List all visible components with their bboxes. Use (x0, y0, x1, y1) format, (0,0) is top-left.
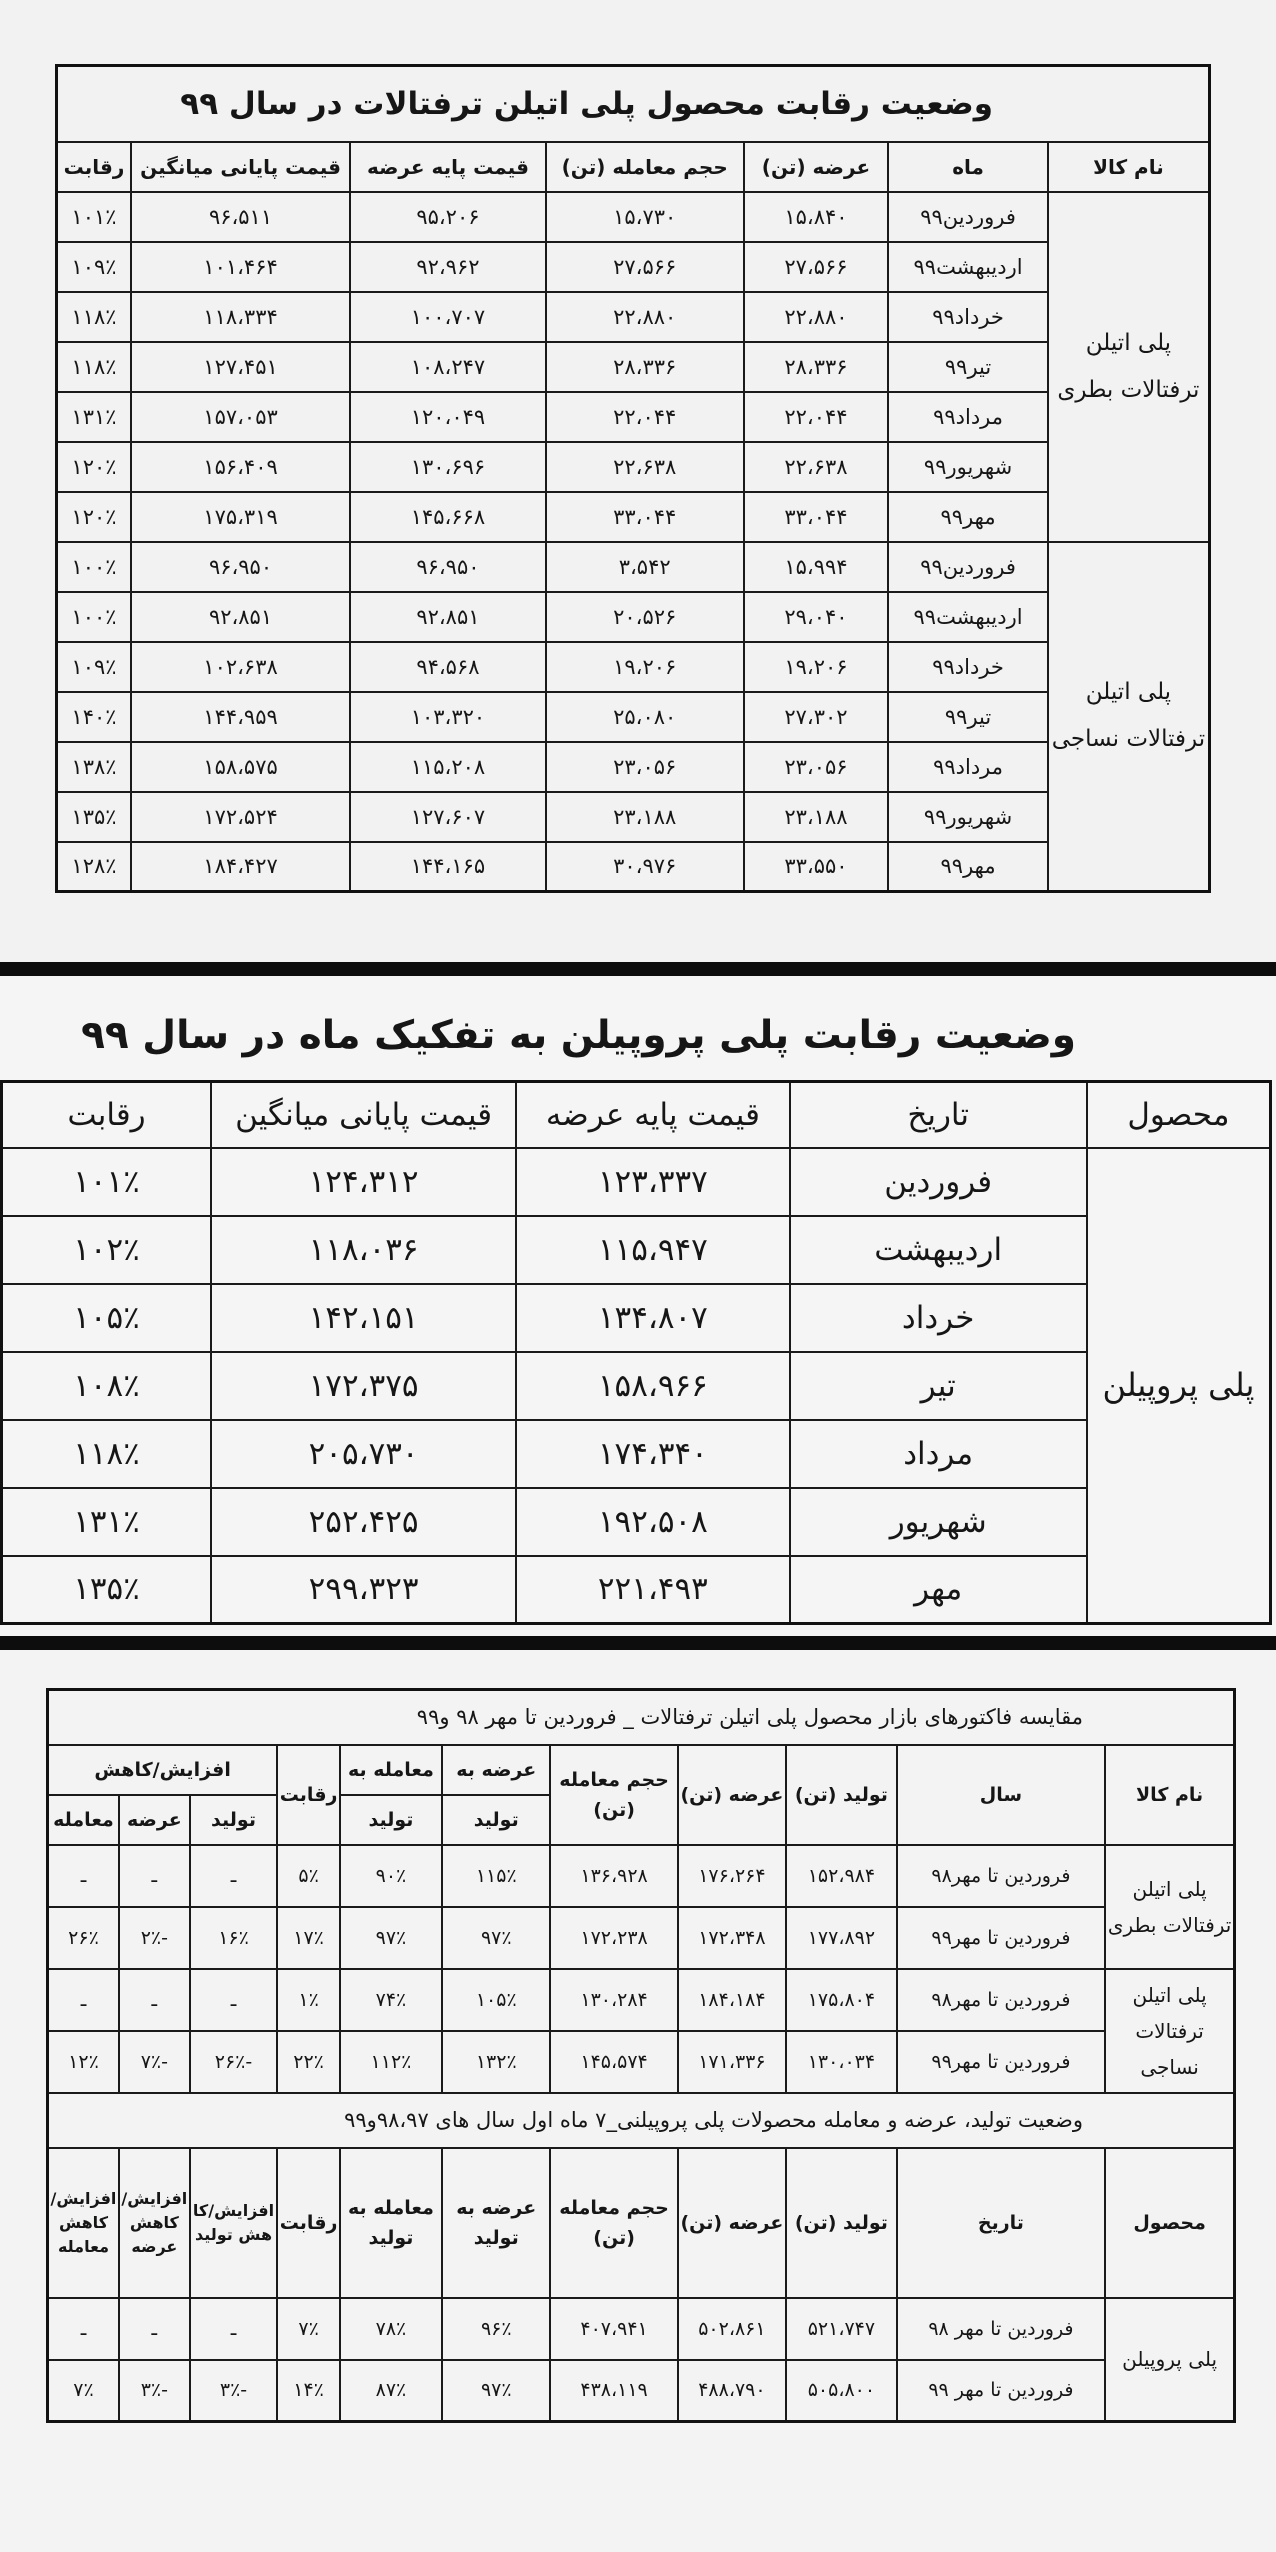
table-cell: ۲۵،۰۸۰ (546, 692, 744, 742)
table-row (57, 292, 1210, 342)
table-cell: ۱۲۰٪ (57, 442, 131, 492)
market-factors-table (46, 1688, 1236, 2423)
table-cell: ـ (190, 1969, 278, 2031)
column-header: محصول (1087, 1082, 1271, 1148)
column-header: معامله به (340, 1745, 442, 1795)
column-header: افزایش/کا هش تولید (190, 2148, 278, 2298)
table-cell: ۷۸٪ (340, 2298, 442, 2360)
table-cell: ۱۵۶،۴۰۹ (131, 442, 350, 492)
table-row (48, 2360, 1235, 2422)
table-cell: ۷٪ (277, 2298, 340, 2360)
table-row (2, 1352, 1271, 1420)
column-header: عرضه (تن) (678, 2148, 786, 2298)
column-header: ماه (888, 142, 1048, 192)
column-header: عرضه به (442, 1745, 550, 1795)
table-cell: ۱۵،۹۹۴ (744, 542, 889, 592)
table-row (57, 492, 1210, 542)
table-cell: فروردین۹۹ (888, 192, 1048, 242)
table-cell: ۱۰۱٪ (57, 192, 131, 242)
product-name-cell: پلی پروپیلن (1087, 1148, 1271, 1624)
table-cell: ۱۲۷،۴۵۱ (131, 342, 350, 392)
table-cell: ۱۰۹٪ (57, 242, 131, 292)
product-name-cell: پلی اتیلن ترفتالات بطری (1048, 192, 1210, 542)
table-cell: ۱۷۴،۳۴۰ (516, 1420, 789, 1488)
table-cell: ۱۰۵٪ (442, 1969, 550, 2031)
table-cell: ۱۴۵،۶۶۸ (350, 492, 546, 542)
table-cell: تیر (790, 1352, 1087, 1420)
table-row (57, 242, 1210, 292)
table-cell: ۹۲،۹۶۲ (350, 242, 546, 292)
table-cell: ۱۰۲٪ (2, 1216, 212, 1284)
column-header: قیمت پایانی میانگین (131, 142, 350, 192)
table-row (2, 1284, 1271, 1352)
table-cell: ۱۷۶،۲۶۴ (678, 1845, 786, 1907)
pet-competition-table (55, 64, 1211, 893)
column-header: معامله به تولید (340, 2148, 442, 2298)
table-cell: ۱۷۵،۳۱۹ (131, 492, 350, 542)
pp-competition-sheet (0, 976, 1276, 1636)
table-cell: ۱۰۱،۴۶۴ (131, 242, 350, 292)
table-cell: مرداد۹۹ (888, 742, 1048, 792)
table-cell: ۴۳۸،۱۱۹ (550, 2360, 677, 2422)
table-cell: ۱۲۸٪ (57, 842, 131, 892)
table-cell: ـ (48, 2298, 119, 2360)
column-header: تولید (190, 1795, 278, 1845)
table-row (48, 1907, 1235, 1969)
table-cell: ۴۸۸،۷۹۰ (678, 2360, 786, 2422)
table-cell: ۱۷۱،۳۳۶ (678, 2031, 786, 2093)
table-row (57, 642, 1210, 692)
table-cell: ۱۰۸٪ (2, 1352, 212, 1420)
table-row (57, 792, 1210, 842)
table-cell: ۳۰،۹۷۶ (546, 842, 744, 892)
table-cell: -۲٪ (119, 1907, 190, 1969)
column-header: حجم معامله (تن) (546, 142, 744, 192)
table-cell: ۹۷٪ (442, 1907, 550, 1969)
table-row (57, 192, 1210, 242)
table-cell: ۵۰۵،۸۰۰ (786, 2360, 897, 2422)
table-cell: خرداد (790, 1284, 1087, 1352)
table-cell: ۱۷۵،۸۰۴ (786, 1969, 897, 2031)
table-cell: ۲۰،۵۲۶ (546, 592, 744, 642)
table-cell: ۱۱۲٪ (340, 2031, 442, 2093)
table-title: وضعیت رقابت پلی پروپیلن به تفکیک ماه در سال ۹۹ (81, 1013, 1076, 1058)
table-cell: ۱۰۱٪ (2, 1148, 212, 1216)
table-caption: وضعیت تولید، عرضه و معامله محصولات پلی پروپیلنی_۷ ماه اول سال های ۹۸،۹۷و۹۹ (48, 2093, 1235, 2148)
table-cell: ۲۲،۰۴۴ (546, 392, 744, 442)
table-cell: ۱۰۰٪ (57, 542, 131, 592)
table-cell: ۹۲،۸۵۱ (131, 592, 350, 642)
table-cell: ۴۰۷،۹۴۱ (550, 2298, 677, 2360)
table-cell: ۲۲،۰۴۴ (744, 392, 889, 442)
table-cell: ۱۹،۲۰۶ (546, 642, 744, 692)
table-header-row (48, 1745, 1235, 1795)
table-cell: ۲۲٪ (277, 2031, 340, 2093)
table-cell: ۱۸۴،۴۲۷ (131, 842, 350, 892)
table-cell: ـ (190, 2298, 278, 2360)
table-cell: ۲۸،۳۳۶ (546, 342, 744, 392)
table-cell: ۱۲۳،۳۳۷ (516, 1148, 789, 1216)
table-cell: ۹۷٪ (340, 1907, 442, 1969)
table-cell: ۵٪ (277, 1845, 340, 1907)
table-cell: ۱۵،۸۴۰ (744, 192, 889, 242)
table-cell: ۲۳،۰۵۶ (546, 742, 744, 792)
table-cell: مرداد۹۹ (888, 392, 1048, 442)
table-header-row (48, 2148, 1235, 2298)
table-caption-row (48, 2093, 1235, 2148)
table-cell: ۳۳،۵۵۰ (744, 842, 889, 892)
table-cell: ۲۹،۰۴۰ (744, 592, 889, 642)
table-cell: ۱۵۸،۹۶۶ (516, 1352, 789, 1420)
table-cell: ۱۱۸،۰۳۶ (211, 1216, 516, 1284)
table-cell: شهریور (790, 1488, 1087, 1556)
table-cell: ۲۳،۱۸۸ (744, 792, 889, 842)
table-cell: خرداد۹۹ (888, 292, 1048, 342)
table-cell: ۲۷،۵۶۶ (546, 242, 744, 292)
table-cell: ۲۵۲،۴۲۵ (211, 1488, 516, 1556)
table-cell: ۲۶٪ (48, 1907, 119, 1969)
column-header: رقابت (2, 1082, 212, 1148)
table-cell: اردیبهشت۹۹ (888, 242, 1048, 292)
table-row (2, 1148, 1271, 1216)
table-row (57, 842, 1210, 892)
column-header: عرضه (تن) (678, 1745, 786, 1845)
table-row (57, 442, 1210, 492)
table-cell: ۱۷۲،۳۷۵ (211, 1352, 516, 1420)
table-row (2, 1216, 1271, 1284)
table-cell: ۱۴۴،۹۵۹ (131, 692, 350, 742)
table-cell: ۱۴۰٪ (57, 692, 131, 742)
table-cell: ۱۴۲،۱۵۱ (211, 1284, 516, 1352)
table-cell: اردیبهشت (790, 1216, 1087, 1284)
table-cell: ۱٪ (277, 1969, 340, 2031)
table-cell: ۱۷۲،۲۳۸ (550, 1907, 677, 1969)
column-header: تولید (340, 1795, 442, 1845)
column-header: تولید (تن) (786, 1745, 897, 1845)
column-header: حجم معامله (تن) (550, 2148, 677, 2298)
table-cell: ۱۱۵،۹۴۷ (516, 1216, 789, 1284)
table-cell: ۹۶،۹۵۰ (131, 542, 350, 592)
table-cell: ۱۴۵،۵۷۴ (550, 2031, 677, 2093)
table-cell: ۱۰۳،۳۲۰ (350, 692, 546, 742)
table-cell: ۱۸۴،۱۸۴ (678, 1969, 786, 2031)
table-row (2, 1420, 1271, 1488)
table-cell: ۳۳،۰۴۴ (744, 492, 889, 542)
table-cell: ۹۰٪ (340, 1845, 442, 1907)
table-row (57, 742, 1210, 792)
column-header: قیمت پایه عرضه (350, 142, 546, 192)
table-cell: مهر۹۹ (888, 492, 1048, 542)
table-cell: ۱۰۵٪ (2, 1284, 212, 1352)
table-cell: ۱۳۴،۸۰۷ (516, 1284, 789, 1352)
table-cell: ۱۲٪ (48, 2031, 119, 2093)
table-cell: ۱۱۸٪ (2, 1420, 212, 1488)
table-cell: ۷٪ (48, 2360, 119, 2422)
table-row (57, 342, 1210, 392)
column-header: عرضه (119, 1795, 190, 1845)
table-cell: ۳۳،۰۴۴ (546, 492, 744, 542)
table-cell: ۱۵۷،۰۵۳ (131, 392, 350, 442)
table-cell: ۱۱۵،۲۰۸ (350, 742, 546, 792)
table-cell: ۱۵،۷۳۰ (546, 192, 744, 242)
table-cell: -۳٪ (119, 2360, 190, 2422)
column-header: رقابت (57, 142, 131, 192)
table-caption-row (48, 1690, 1235, 1745)
table-cell: ۵۰۲،۸۶۱ (678, 2298, 786, 2360)
product-name-cell: پلی پروپیلن (1105, 2298, 1234, 2422)
table-cell: ۱۳۵٪ (2, 1556, 212, 1624)
table-cell: ۱۳۱٪ (57, 392, 131, 442)
table-cell: -۷٪ (119, 2031, 190, 2093)
table-cell: ۱۱۵٪ (442, 1845, 550, 1907)
column-header: عرضه (تن) (744, 142, 889, 192)
table-cell: ۱۰۹٪ (57, 642, 131, 692)
product-name-cell: پلی اتیلن ترفتالات بطری (1105, 1845, 1234, 1969)
column-header: رقابت (277, 2148, 340, 2298)
table-cell: ۹۶،۵۱۱ (131, 192, 350, 242)
table-cell: فروردین تا مهر۹۹ (897, 2031, 1106, 2093)
table-cell: ـ (190, 1845, 278, 1907)
table-cell: ۹۶،۹۵۰ (350, 542, 546, 592)
table-cell: تیر۹۹ (888, 342, 1048, 392)
table-cell: فروردین۹۹ (888, 542, 1048, 592)
product-name-cell: پلی اتیلن ترفتالات نساجی (1105, 1969, 1234, 2093)
table-cell: مهر۹۹ (888, 842, 1048, 892)
column-header: افزایش/کاهش (48, 1745, 278, 1795)
table-header-row (2, 1082, 1271, 1148)
table-cell: فروردین تا مهر۹۸ (897, 1969, 1106, 2031)
table-cell: ۵۲۱،۷۴۷ (786, 2298, 897, 2360)
table-cell: ۲۰۵،۷۳۰ (211, 1420, 516, 1488)
table-cell: ۱۳۶،۹۲۸ (550, 1845, 677, 1907)
table-cell: ۳،۵۴۲ (546, 542, 744, 592)
column-header: افزایش/ کاهش معامله (48, 2148, 119, 2298)
table-cell: ۱۲۰٪ (57, 492, 131, 542)
market-factors-sheet (0, 1650, 1276, 2552)
table-cell: ۱۳۰،۰۳۴ (786, 2031, 897, 2093)
table-cell: ۲۷،۳۰۲ (744, 692, 889, 742)
table-row (48, 2031, 1235, 2093)
table-row (48, 1969, 1235, 2031)
pet-competition-sheet (0, 0, 1276, 962)
table-cell: ۹۴،۵۶۸ (350, 642, 546, 692)
table-row (57, 592, 1210, 642)
table-cell: ۱۲۷،۶۰۷ (350, 792, 546, 842)
table-cell: ۱۷٪ (277, 1907, 340, 1969)
column-header: تاریخ (790, 1082, 1087, 1148)
table-cell: ۱۳۰،۲۸۴ (550, 1969, 677, 2031)
table-cell: ۲۳،۱۸۸ (546, 792, 744, 842)
table-cell: ۱۰۰،۷۰۷ (350, 292, 546, 342)
table-cell: ۱۳۰،۶۹۶ (350, 442, 546, 492)
table-cell: ۱۹،۲۰۶ (744, 642, 889, 692)
table-cell: ۱۳۸٪ (57, 742, 131, 792)
column-header: محصول (1105, 2148, 1234, 2298)
table-cell: ۲۲،۶۳۸ (546, 442, 744, 492)
table-row (57, 692, 1210, 742)
column-header: افزایش/ کاهش عرضه (119, 2148, 190, 2298)
table-cell: خرداد۹۹ (888, 642, 1048, 692)
table-cell: شهریور۹۹ (888, 792, 1048, 842)
column-header: نام کالا (1048, 142, 1210, 192)
column-header: رقابت (277, 1745, 340, 1845)
table-caption: مقایسه فاکتورهای بازار محصول پلی اتیلن ترفتالات _ فروردین تا مهر ۹۸ و۹۹ (48, 1690, 1235, 1745)
column-header: تاریخ (897, 2148, 1106, 2298)
table-cell: -۳٪ (190, 2360, 278, 2422)
table-cell: ۹۷٪ (442, 2360, 550, 2422)
column-header: عرضه به تولید (442, 2148, 550, 2298)
table-cell: ۱۰۲،۶۳۸ (131, 642, 350, 692)
column-header: سال (897, 1745, 1106, 1845)
pp-competition-table (0, 1080, 1272, 1625)
table-title: وضعیت رقابت محصول پلی اتیلن ترفتالات در سال ۹۹ (57, 66, 1210, 142)
table-row (57, 542, 1210, 592)
column-header: نام کالا (1105, 1745, 1234, 1845)
table-cell: تیر۹۹ (888, 692, 1048, 742)
table-cell: ۹۲،۸۵۱ (350, 592, 546, 642)
table-cell: ـ (119, 1969, 190, 2031)
table-cell: ۲۲،۸۸۰ (744, 292, 889, 342)
table-row (57, 392, 1210, 442)
table-cell: ۲۳،۰۵۶ (744, 742, 889, 792)
table-cell: شهریور۹۹ (888, 442, 1048, 492)
table-cell: ۲۸،۳۳۶ (744, 342, 889, 392)
table-cell: فروردین تا مهر ۹۸ (897, 2298, 1106, 2360)
table-cell: ۲۲،۸۸۰ (546, 292, 744, 342)
table-cell: ۱۴۴،۱۶۵ (350, 842, 546, 892)
table-cell: ۱۳۵٪ (57, 792, 131, 842)
table-cell: ۱۶٪ (190, 1907, 278, 1969)
table-row (2, 1556, 1271, 1624)
table-cell: ۱۳۲٪ (442, 2031, 550, 2093)
table-cell: ۱۱۸٪ (57, 342, 131, 392)
table-cell: ۱۱۸،۳۳۴ (131, 292, 350, 342)
column-header: قیمت پایه عرضه (516, 1082, 789, 1148)
table-cell: -۲۶٪ (190, 2031, 278, 2093)
table-row (48, 1845, 1235, 1907)
table-cell: ۲۷،۵۶۶ (744, 242, 889, 292)
table-cell: ۱۰۸،۲۴۷ (350, 342, 546, 392)
table-cell: اردیبهشت۹۹ (888, 592, 1048, 642)
table-cell: ۱۷۲،۵۲۴ (131, 792, 350, 842)
table-cell: ـ (48, 1969, 119, 2031)
table-cell: ۱۹۲،۵۰۸ (516, 1488, 789, 1556)
table-cell: ۱۳۱٪ (2, 1488, 212, 1556)
table-cell: ۱۵۸،۵۷۵ (131, 742, 350, 792)
column-header: حجم معامله (تن) (550, 1745, 677, 1845)
table-cell: ۲۲۱،۴۹۳ (516, 1556, 789, 1624)
table-cell: ۱۷۲،۳۴۸ (678, 1907, 786, 1969)
table-row (48, 2298, 1235, 2360)
table-cell: ـ (119, 1845, 190, 1907)
column-header: تولید (442, 1795, 550, 1845)
table-cell: ۱۰۰٪ (57, 592, 131, 642)
column-header: قیمت پایانی میانگین (211, 1082, 516, 1148)
table-cell: فروردین تا مهر۹۹ (897, 1907, 1106, 1969)
table-cell: ۱۴٪ (277, 2360, 340, 2422)
table-cell: ۷۴٪ (340, 1969, 442, 2031)
table-cell: ـ (48, 1845, 119, 1907)
table-row (2, 1488, 1271, 1556)
table-cell: ۱۱۸٪ (57, 292, 131, 342)
product-name-cell: پلی اتیلن ترفتالات نساجی (1048, 542, 1210, 892)
table-cell: ۱۲۰،۰۴۹ (350, 392, 546, 442)
table-cell: ۹۶٪ (442, 2298, 550, 2360)
table-cell: ۸۷٪ (340, 2360, 442, 2422)
table-cell: ۱۵۲،۹۸۴ (786, 1845, 897, 1907)
table-cell: ۹۵،۲۰۶ (350, 192, 546, 242)
table-cell: ۱۲۴،۳۱۲ (211, 1148, 516, 1216)
table-header-row (57, 142, 1210, 192)
table-cell: ۲۲،۶۳۸ (744, 442, 889, 492)
column-header: تولید (تن) (786, 2148, 897, 2298)
table-cell: فروردین (790, 1148, 1087, 1216)
table-cell: ۱۷۷،۸۹۲ (786, 1907, 897, 1969)
table-cell: ـ (119, 2298, 190, 2360)
table-cell: ۲۹۹،۳۲۳ (211, 1556, 516, 1624)
table-cell: مهر (790, 1556, 1087, 1624)
table-cell: فروردین تا مهر ۹۹ (897, 2360, 1106, 2422)
column-header: معامله (48, 1795, 119, 1845)
table-cell: فروردین تا مهر۹۸ (897, 1845, 1106, 1907)
table-cell: مرداد (790, 1420, 1087, 1488)
